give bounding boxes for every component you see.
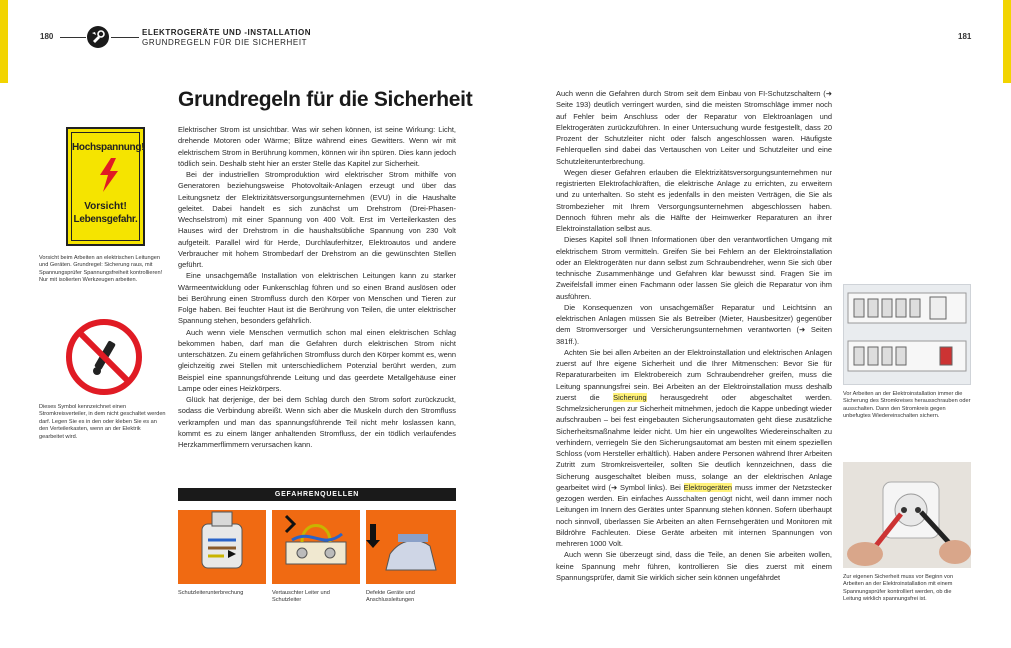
voltage-tester-photo <box>843 462 971 568</box>
sign-bottom-text-2: Lebensgefahr. <box>73 214 138 225</box>
paragraph: Die Konsequenzen von unsachgemäßer Reparatur und Leichtsinn an elektrischen Anlagen müssen Sie als Betreiber (Mieter, Hausbesitzer) gegenüber dem Stromversorger und Versicherungsunternehmen verantworten (➜ Seiten 381ff.). <box>556 302 832 346</box>
highlight-sicherung: Sicherung <box>613 392 647 402</box>
text-run: herausgedreht oder abgeschaltet werden. Schmelzsicherungen zur Sicherheit mitnehmen, jedoch die Kappe unbedingt wieder aufschrauben – bei fest eingebauten Sicherungsautomaten geht diese zusätzliche Sicherheitsmaßnahme leider nicht. Um hier ein ungewolltes Wiedereinschalten zu verhindern, verriegeln Sie den Sicherungsautomat am besten mit einem speziellen Schloss (vom Hersteller erhältlich). Haben andere Personen während Ihrer Arbeiten Zutritt zum Stromkreisverteiler, sollten Sie deutlich kennzeichnen, dass die Sicherung ausgeschaltet bleiben muss, solange an der elektrischen Anlage gearbeitet wird (➜ Symbol links). Bei <box>556 392 832 492</box>
no-switching-icon <box>65 318 143 396</box>
left-accent-bar <box>0 0 8 83</box>
header-rule-right <box>111 37 139 38</box>
hazard-image-2 <box>272 510 360 584</box>
high-voltage-sign <box>66 127 145 246</box>
tester-caption: Zur eigenen Sicherheit muss vor Beginn von Arbeiten an der Elektroinstallation mit einem Spannungsprüfer kontrolliert werden, ob die Leitung wirklich spannungsfrei ist. <box>843 574 954 603</box>
paragraph: Dieses Kapitel soll Ihnen Informationen über den verantwortlichen Umgang mit elektrischem Strom vermitteln. Greifen Sie bei Fehlern an der Elektroinstallation oder an Elektrogeräten nur dann selbst zum Schraubendreher, wenn Sie sich über technische Zusammenhänge und Gefahren klar bewusst sind. Fragen Sie im Zweifelsfall immer einen Fachmann oder lassen Sie gleich die Reparatur von ihm ausführen. <box>556 235 832 301</box>
hazard-caption-1: Schutzleiterunterbrechung <box>178 590 244 596</box>
gefahrenquellen-header: GEFAHRENQUELLEN <box>178 488 456 501</box>
highlight-elektrogeraeten: Elektrogeräten <box>683 482 733 492</box>
paragraph: Eine unsachgemäße Installation von elektrischen Leitungen kann zu starker Wärmeentwicklung oder Funkenschlag führen und so einen Brand auslösen oder bei Berührung einen Stromfluss durch den Körper von Menschen und Tieren zur Folge haben. Bei feuchter Haut ist die Berührung von Teilen, die unter elektrischer Spannung stehen, besonders gefährlich. <box>178 271 456 326</box>
fusebox-photo <box>843 284 971 385</box>
sign-top-text: Hochspannung! <box>72 142 145 153</box>
article-right-column <box>556 88 832 583</box>
paragraph: Auch wenn Sie überzeugt sind, dass die Teile, an denen Sie arbeiten wollen, keine Spannung mehr führen, kontrollieren Sie dies zuerst mit einem Spannungsprüfer, damit Sie wirklich sicher sein können ungefährdet <box>556 550 832 582</box>
hazard-caption-3: Defekte Geräte und Anschlussleitungen <box>366 590 415 604</box>
paragraph: Glück hat derjenige, der bei dem Schlag durch den Strom sofort zurückzuckt, sodass die Verbindung abreißt. Wenn sich aber die Muskeln durch den Stromfluss verkrampfen und man das spannungsführende Teil nicht mehr loslassen kann, kommt es zu einem länger anhaltenden Stromfluss, der ein tödlich verlaufendes Herzkammerflimmern verursachen kann. <box>178 395 456 449</box>
sign-caption: Vorsicht beim Arbeiten an elektrischen Leitungen und Geräten. Grundregel: Sicherung raus, mit Spannungsprüfer Spannungsfreiheit kontrollieren! Nur mit isolierten Werkzeugen arbeiten. <box>39 255 163 284</box>
paragraph-with-highlights <box>556 347 832 550</box>
sign-bottom-text-1: Vorsicht! <box>84 201 127 212</box>
header-title: ELEKTROGERÄTE UND -INSTALLATION <box>142 28 311 37</box>
page-number-left: 180 <box>40 32 54 41</box>
header-subtitle: GRUNDREGELN FÜR DIE SICHERHEIT <box>142 38 308 47</box>
paragraph: Auch wenn die Gefahren durch Strom seit dem Einbau von FI-Schutzschaltern (➜ Seite 193) deutlich verringert wurden, sind die meisten Stromschläge immer noch auf Fehler beim Anschluss oder der Reparatur von Elektroanlagen und Elektrogeräten zurückzuführen. In einer Untersuchung wurde festgestellt, dass 20 Prozent der Schutzleiter nicht oder falsch angeschlossen waren. Häufigste Fehlerquellen sind dabei das Vertauschen von Leiter und Schutzleiter und eine Schutzleiterunterbrechung. <box>556 89 832 166</box>
wrench-plug-icon <box>87 26 109 48</box>
hazard-image-1 <box>178 510 266 584</box>
paragraph: Auch wenn viele Menschen vermutlich schon mal einen elektrischen Schlag bekommen haben, darf man die Gefahren durch elektrischen Strom nicht unterschätzen. Zu einem gefährlichen Stromfluss durch den Körper kommt es, wenn gleichzeitig zwei Stellen mit unterschiedlichem Potenzial berührt werden, zum Beispiel eine spannungsführende Leitung und das geerdete Metallgehäuse einer Lampe oder eines Heizkörpers. <box>178 327 456 393</box>
lightning-bolt-icon <box>95 158 123 192</box>
paragraph: Bei der industriellen Stromproduktion wird elektrischer Strom mithilfe von Generatoren beziehungsweise Photovoltaik-Anlagen erzeugt und über das Leitungsnetz der Elektrizitätsversorgungsunternehmen (EVU) in die Haushalte geleitet. Dabei handelt es sich zunächst um Drehstrom (Drei-Phasen-Wechselstrom) mit einer Spannung von 400 Volt. Erst im Verteilerkasten des Hauses wird der Drehstrom in die haushaltsübliche Spannung von 230 Volt aufgeteilt. Parallel wird für Herde, Durchlauferhitzer, Elektroautos und andere Verbraucher mit hohem Strombedarf der Drehstrom an die gewünschten Stellen geführt. <box>178 170 456 269</box>
paragraph: Wegen dieser Gefahren erlauben die Elektrizitätsversorgungsunternehmen nur registrierten Elektrofachkräften, die elektrische Anlage zu errichten, zu erweitern und zu unterhalten. So steht es jedenfalls in den meisten Verträgen, die Sie als Strombezieher mit Ihrem Versorgungsunternehmen abgeschlossen haben. Dennoch führen mehr als die Hälfte der Heimwerker Reparaturen an ihrer Elektroinstallation selbst aus. <box>556 167 832 233</box>
page-number-right: 181 <box>958 32 972 41</box>
text-run: Achten Sie bei allen Arbeiten an der Elektroinstallation und elektrischen Anlagen zuerst auf Ihre eigene Sicherheit und die Ihrer Mitmenschen: Bevor Sie für Reparaturarbeiten im Elektrobereich zum Schraubendreher greifen, muss die Leitung spannungsfrei sein. Bei Arbeiten an der Elektroinstallation muss deshalb zuerst die <box>556 347 832 402</box>
fusebox-caption: Vor Arbeiten an der Elektroinstallation immer die Sicherung des Stromkreises herausschrauben oder ausschalten. Dann den Stromkreis gegen unbefugtes Wiedereinschalten sichern. <box>843 391 971 420</box>
header-rule-left <box>60 37 86 38</box>
hazard-caption-2: Vertauschter Leiter und Schutzleiter <box>272 590 330 604</box>
prohibit-caption: Dieses Symbol kennzeichnet einen Stromkreisverteiler, in dem nicht geschaltet werden darf. Legen Sie es in den oder kleben Sie es an den Verteilerkasten, wenn an der Elektrik gearbeitet wird. <box>39 404 166 440</box>
article-left-column <box>178 124 456 450</box>
text-run: muss immer der Netzstecker gezogen werden. Ein einfaches Ausschalten genügt nicht, weil dann immer noch Leitungen im Innern des Gerätes unter Spannung stehen können. Sofern überhaupt noch sinnvoll, überlassen Sie Arbeiten an alten Fernsehgeräten und Monitoren mit Bildröhre Fachleuten. Diese Geräte arbeiten mit internen Spannungen von mehreren 1000 Volt. <box>556 482 833 548</box>
hazard-image-3 <box>366 510 456 584</box>
paragraph: Elektrischer Strom ist unsichtbar. Was wir sehen können, ist seine Wirkung: Licht, drehende Motoren oder Wärme; Blitze während eines Gewitters. Wenn wir mit elektrischem Strom in Berührung kommen, können wir ihn spüren. Dies kann jedoch tödlich sein. Deshalb steht hier an erster Stelle das Kapitel zur Sicherheit. <box>178 125 456 168</box>
page-title: Grundregeln für die Sicherheit <box>178 88 473 111</box>
right-accent-bar <box>1003 0 1011 83</box>
